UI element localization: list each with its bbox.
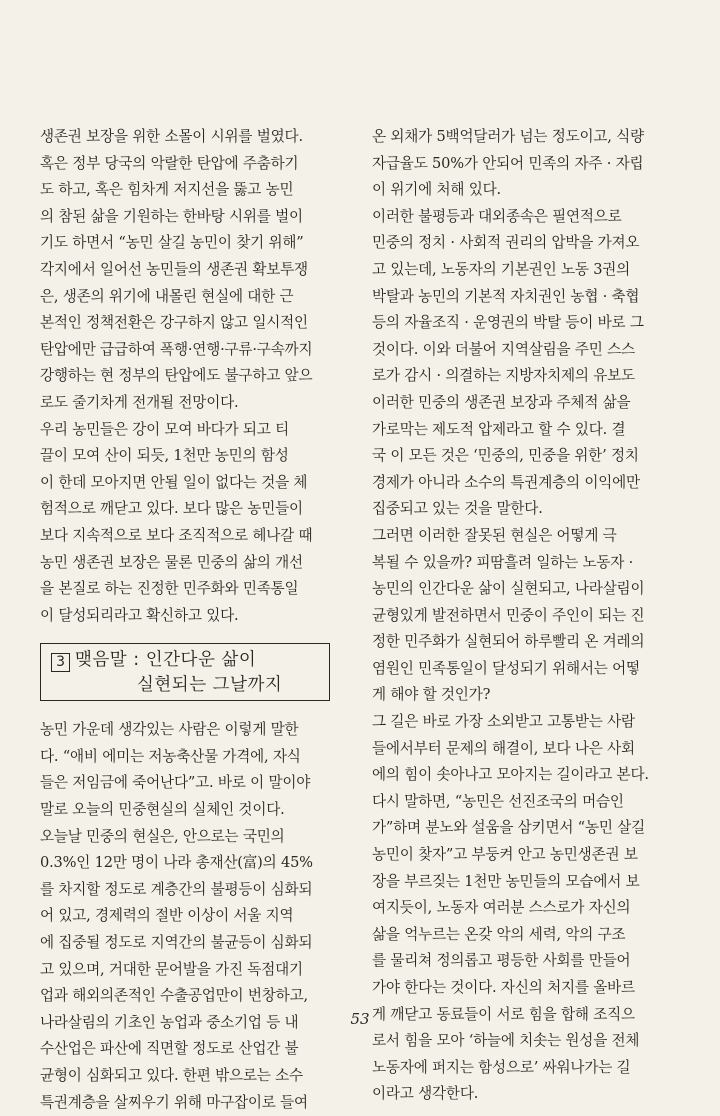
text-line: 어 있고, 경제력의 절반 이상이 서울 지역 [40,907,294,925]
text-line: 말로 오늘의 민중현실의 실체인 것이다. [40,801,285,819]
text-line: 것이다. 이와 더불어 지역살림을 주민 스스 [372,340,635,358]
text-line: 농민 생존권 보장은 물론 민중의 삶의 개선 [40,553,303,571]
text-line: 혹은 정부 당국의 악랄한 탄압에 주춤하기 [40,154,299,172]
text-line: 강행하는 현 정부의 탄압에도 불구하고 앞으 [40,367,313,385]
text-line: 다. “애비 에미는 저농축산물 가격에, 자식 [40,747,301,765]
text-line: 탄압에만 급급하여 폭행·연행·구류·구속까지 [40,340,313,358]
text-line: 그 길은 바로 가장 소외받고 고통받는 사람 [372,713,635,731]
text-line: 험적으로 깨닫고 있다. 보다 많은 농민들이 [40,500,303,518]
text-line: 정한 민주화가 실현되어 하루빨리 온 겨레의 [372,633,645,651]
text-line: 복될 수 있을까? 피땀흘려 일하는 노동자 · [372,553,634,571]
text-line: 민중의 정치 · 사회적 권리의 압박을 가져오 [372,234,640,252]
text-line: 로서 힘을 모아 ‘하늘에 치솟는 원성을 전체 [372,1032,640,1050]
section-heading-box [40,643,330,701]
text-line: 이 달성되리라고 확신하고 있다. [40,606,239,624]
text-line: 균형있게 발전하면서 민중이 주인이 되는 진 [372,606,645,624]
text-line: 경제가 아니라 소수의 특권계층의 이익에만 [372,473,640,491]
left-paragraphs-after-section [40,717,340,1116]
text-line: 본적인 정책전환은 강구하지 않고 일시적인 [40,314,308,332]
text-line: 농민이 찾자”고 부둥켜 안고 농민생존권 보 [372,846,638,864]
text-line: 기도 하면서 “농민 살길 농민이 찾기 위해” [40,234,304,252]
text-line: 에의 힘이 솟아나고 모아지는 길이라고 본다. [372,766,649,784]
text-line: 은, 생존의 위기에 내몰린 현실에 대한 근 [40,287,294,305]
text-line: 들에서부터 문제의 해결이, 보다 나은 사회 [372,739,635,757]
text-line: 의 참된 삶을 기원하는 한바탕 시위를 벌이 [40,207,303,225]
text-line: 등의 자율조직 · 운영권의 박탈 등이 바로 그 [372,314,644,332]
text-line: 염원인 민족통일이 달성되기 위해서는 어떻 [372,659,640,677]
text-line: 나라살림의 기초인 농업과 중소기업 등 내 [40,1013,299,1031]
text-line: 로가 감시 · 의결하는 지방자치제의 유보도 [372,367,635,385]
text-line: 를 물리쳐 정의롭고 평등한 사회를 만들어 [372,952,631,970]
text-line: 로도 줄기차게 전개될 전망이다. [40,393,239,411]
text-line: 장을 부르짖는 1천만 농민들의 모습에서 보 [372,872,640,890]
text-line: 노동자에 퍼지는 함성으로’ 싸워나가는 길 [372,1058,631,1076]
section-title-line1: 맺음말 : 인간다운 삶이 [75,650,257,671]
text-line: 이러한 민중의 생존권 보장과 주체적 삶을 [372,393,631,411]
text-line: 가야 한다는 것이다. 자신의 처지를 올바르 [372,979,635,996]
text-line: 들은 저임금에 죽어난다”고. 바로 이 말이야 [40,774,311,792]
section-title-line2: 실현되는 그날까지 [137,675,283,696]
page-number: 53 [350,1010,370,1028]
text-line: 온 외채가 5백억달러가 넘는 정도이고, 식량 [372,128,644,145]
text-line: 업과 해외의존적인 수출공업만이 번창하고, [40,987,308,1005]
text-line: 0.3%인 12만 명이 나라 총재산(富)의 45% [40,854,313,872]
text-line: 에 집중될 정도로 지역간의 불균등이 심화되 [40,934,313,952]
text-line: 이 위기에 처해 있다. [372,181,501,199]
text-line: 를 차지할 정도로 계층간의 불평등이 심화되 [40,880,313,898]
text-line: 농민의 인간다운 삶이 실현되고, 나라살림이 [372,580,645,598]
text-line: 끌이 모여 산이 되듯, 1천만 농민의 함성 [40,447,289,465]
text-line: 을 본질로 하는 진정한 민주화와 민족통일 [40,580,299,598]
text-line: 게 깨닫고 동료들이 서로 힘을 합해 조직으 [372,1005,635,1023]
text-line: 각지에서 일어선 농민들의 생존권 확보투쟁 [40,260,308,278]
text-line: 농민 가운데 생각있는 사람은 이렇게 말한 [40,721,299,739]
text-line: 고 있는데, 노동자의 기본권인 노동 3권의 [372,260,631,278]
text-line: 생존권 보장을 위한 소몰이 시위를 벌였다. [40,128,303,145]
text-line: 균형이 심화되고 있다. 한편 밖으로는 소수 [40,1067,303,1084]
text-line: 게 해야 할 것인가? [372,686,491,704]
text-line: 가”하며 분노와 설움을 삼키면서 “농민 살길 [372,819,645,837]
text-line: 국 이 모든 것은 ‘민중의, 민중을 위한’ 정치 [372,447,639,465]
text-line: 다시 말하면, “농민은 선진조국의 머슴인 [372,792,624,810]
left-text-column [40,124,340,1116]
text-line: 이라고 생각한다. [372,1085,479,1103]
text-line: 여지듯이, 노동자 여러분 스스로가 자신의 [372,899,631,917]
text-line: 보다 지속적으로 보다 조직적으로 헤나갈 때 [40,526,313,544]
text-line: 고 있으며, 거대한 문어발을 가진 독점대기 [40,960,303,978]
text-line: 집중되고 있는 것을 말한다. [372,500,543,518]
right-paragraphs [372,124,678,1108]
text-line: 우리 농민들은 강이 모여 바다가 되고 티 [40,420,289,438]
text-line: 도 하고, 혹은 힘차게 저지선을 뚫고 농민 [40,181,294,199]
text-line: 가로막는 제도적 압제라고 할 수 있다. 결 [372,420,626,438]
text-line: 박탈과 농민의 기본적 자치권인 농협 · 축협 [372,287,640,305]
text-line: 자급율도 50%가 안되어 민족의 자주 · 자립 [372,154,644,172]
text-line: 오늘날 민중의 현실은, 안으로는 국민의 [40,827,285,845]
left-paragraphs-before-section [40,124,340,629]
text-line: 그러면 이러한 잘못된 현실은 어떻게 극 [372,526,617,544]
section-number: 3 [51,653,70,672]
text-line: 특권계층을 살찌우기 위해 마구잡이로 들여 [40,1093,308,1111]
text-line: 삶을 억누르는 온갖 악의 세력, 악의 구조 [372,925,626,943]
text-line: 이러한 불평등과 대외종속은 필연적으로 [372,207,622,225]
right-text-column [372,124,678,1108]
text-line: 이 한데 모아지면 안될 일이 없다는 것을 체 [40,473,308,491]
text-line: 수산업은 파산에 직면할 정도로 산업간 불 [40,1040,299,1058]
